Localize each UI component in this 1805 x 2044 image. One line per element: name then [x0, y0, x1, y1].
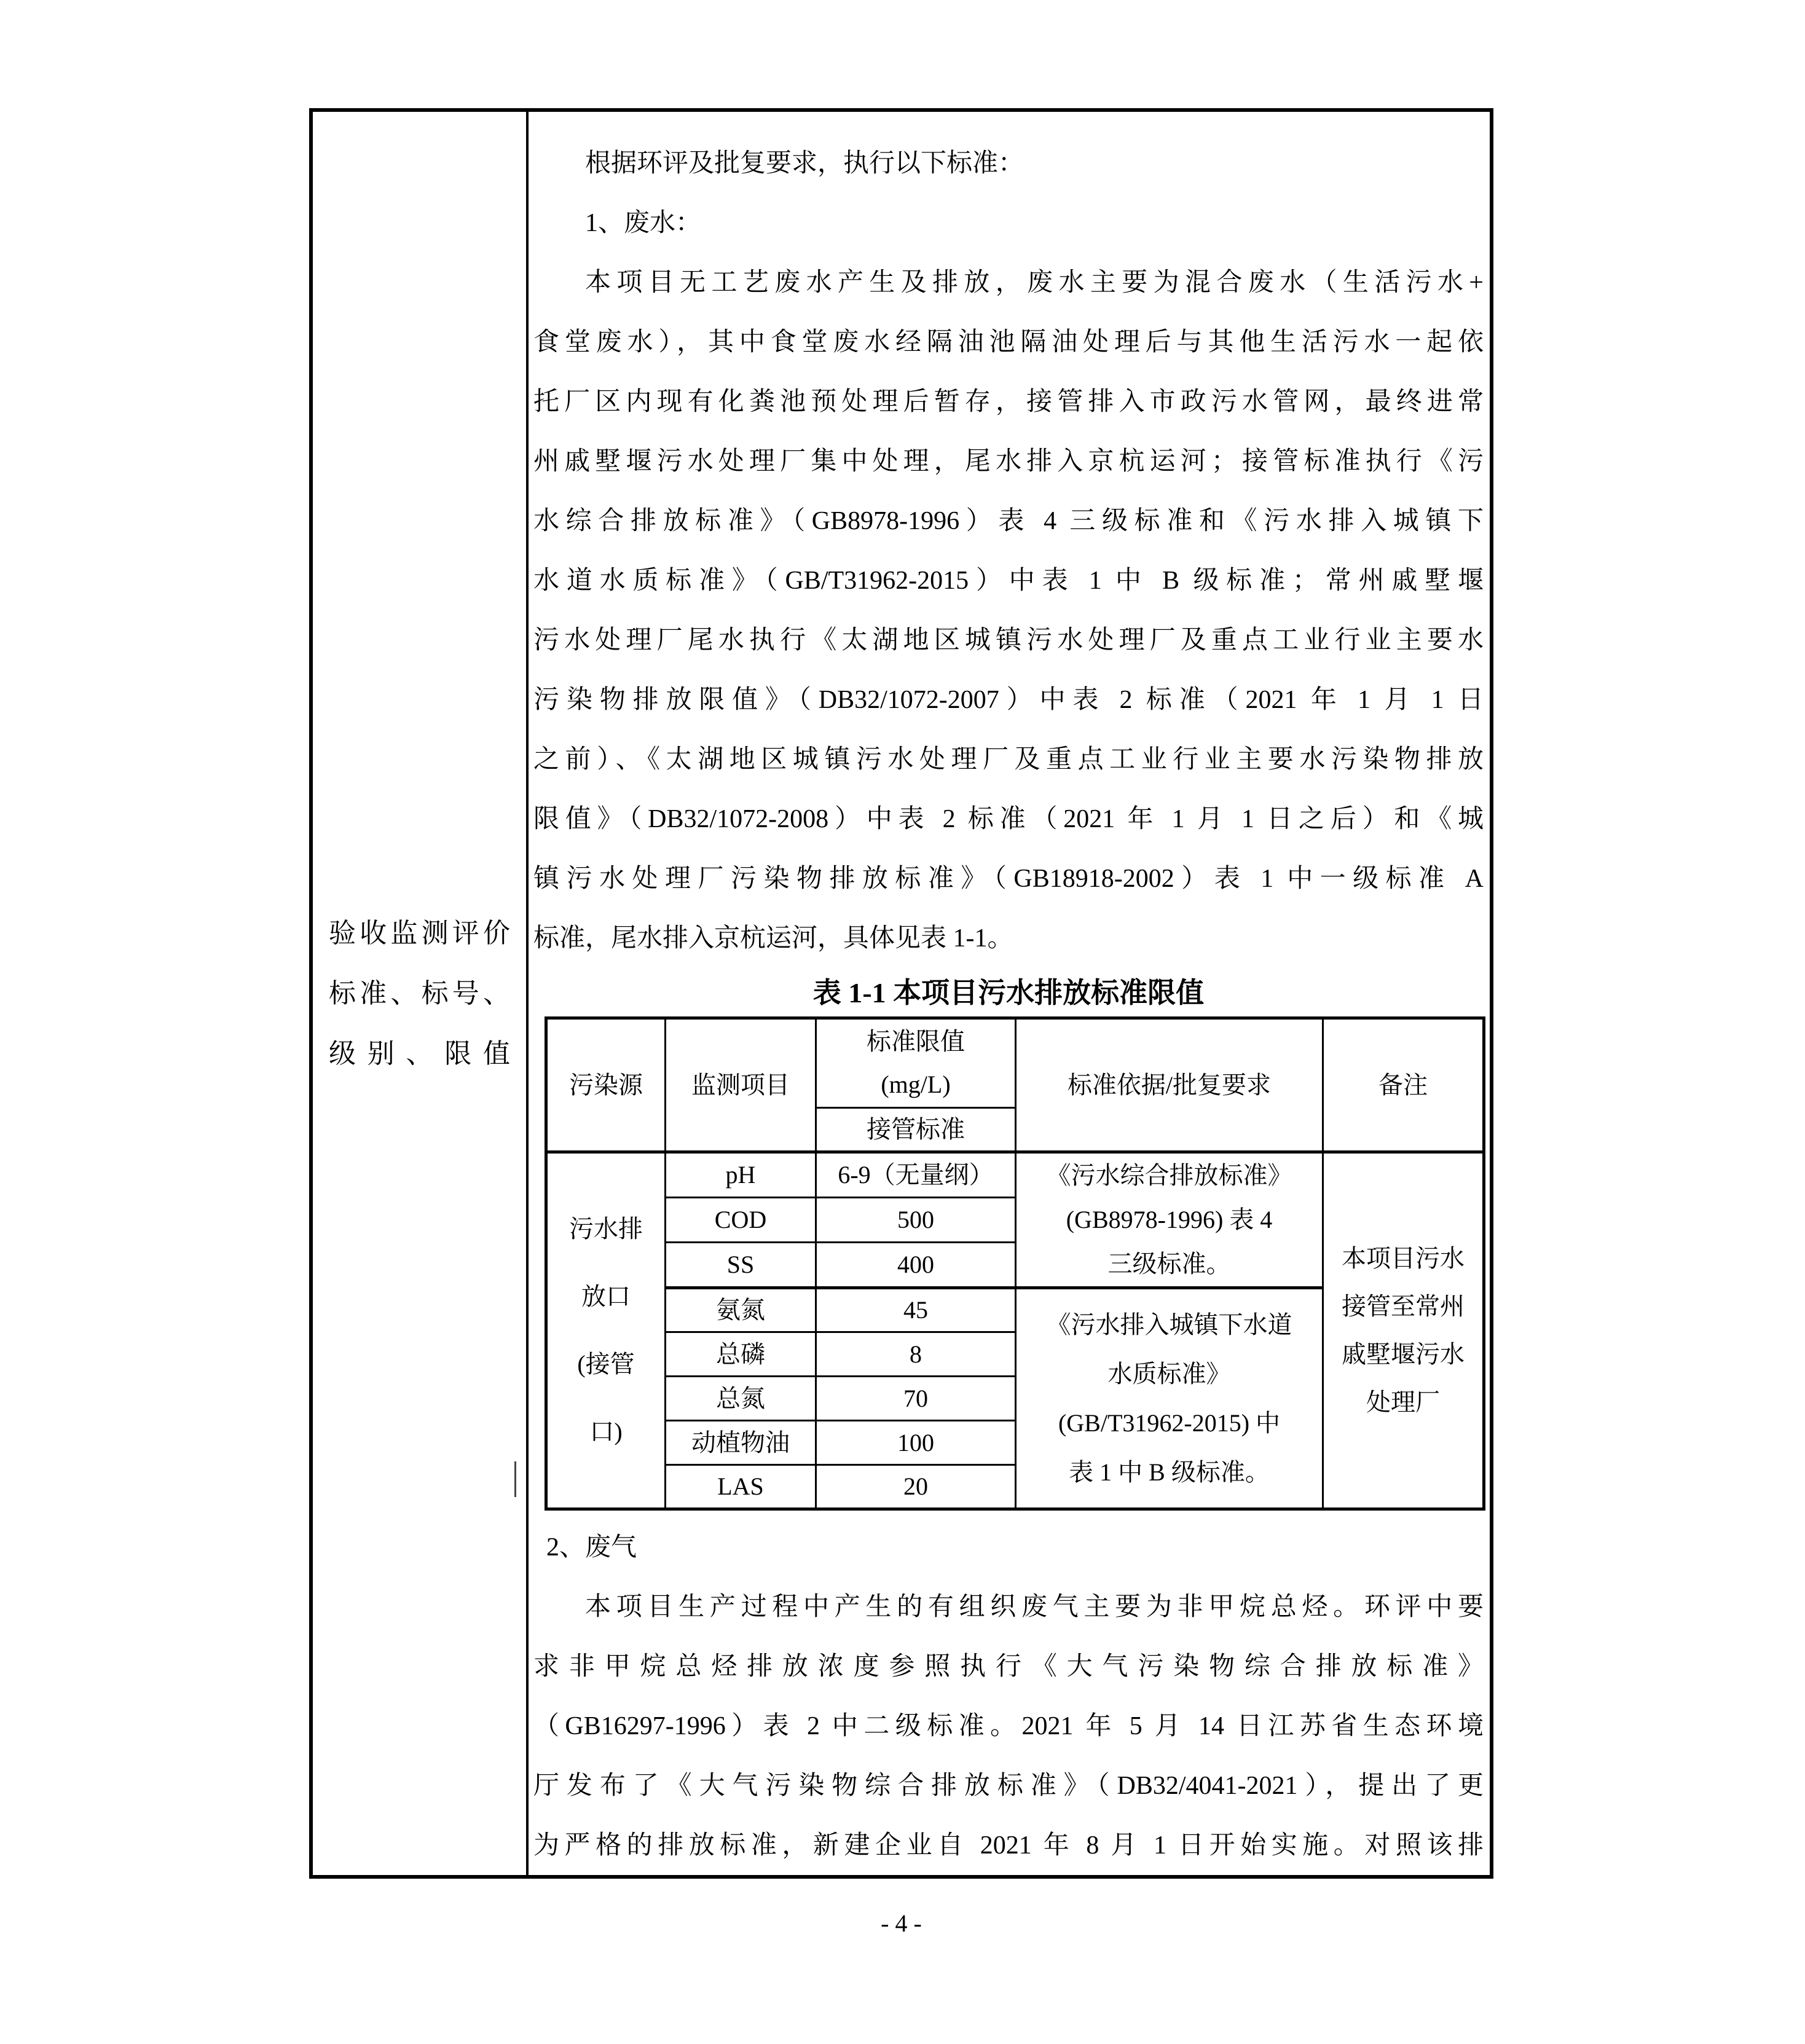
text-line: 本项目无工艺废水产生及排放，废水主要为混合废水（生活污水+ — [585, 269, 1484, 297]
text-line: 《污水综合排放标准》 — [1046, 1162, 1292, 1189]
text-line: 镇污水处理厂污染物排放标准》（GB18918-2002）表 1 中一级标准 A — [533, 865, 1484, 893]
text-line: (mg/L) — [881, 1071, 951, 1098]
cell-limit: 8 — [816, 1332, 1016, 1377]
text-line: 标准限值 — [867, 1028, 965, 1055]
cell-item: COD — [666, 1197, 816, 1243]
text-line: 污染物排放限值》（DB32/1072-2007）中表 2 标准（2021 年 1 月 1 日 — [533, 686, 1484, 714]
cell-basis-gbt31962 — [1016, 1288, 1323, 1509]
cell-item: 氨氮 — [666, 1288, 816, 1332]
text-line: 根据环评及批复要求，执行以下标准： — [585, 149, 1024, 178]
table-header-row — [546, 1018, 1484, 1108]
header-monitored-item: 监测项目 — [666, 1018, 816, 1152]
cell-item: 总氮 — [666, 1377, 816, 1421]
cell-limit: 100 — [816, 1421, 1016, 1465]
page-number: - 4 - — [881, 1909, 922, 1937]
cell-item: pH — [666, 1152, 816, 1198]
table-1-1-title: 表 1-1 本项目污水排放标准限值 — [812, 977, 1205, 1008]
text-line: 水质标准》 — [1107, 1359, 1231, 1388]
text-line: (GB8978-1996) 表 4 — [1066, 1206, 1273, 1233]
cell-remark — [1323, 1152, 1484, 1509]
text-line: 州戚墅堰污水处理厂集中处理，尾水排入京杭运河；接管标准执行《污 — [533, 447, 1484, 476]
text-line: 食堂废水），其中食堂废水经隔油池隔油处理后与其他生活污水一起依 — [533, 328, 1484, 356]
text-line: 污水处理厂尾水执行《太湖地区城镇污水处理厂及重点工业行业主要水 — [533, 626, 1484, 654]
cell-limit: 45 — [816, 1288, 1016, 1332]
text-line: 为严格的排放标准，新建企业自 2021 年 8 月 1 日开始实施。对照该排 — [533, 1831, 1484, 1860]
section-heading-exhaust-gas — [533, 1518, 1484, 1578]
revision-mark — [514, 1461, 516, 1497]
text-line: 托厂区内现有化粪池预处理后暂存，接管排入市政污水管网，最终进常 — [533, 388, 1484, 416]
text-line: 验收监测评价 — [329, 918, 510, 948]
text-line: 本项目污水 — [1342, 1244, 1465, 1272]
header-remark: 备注 — [1323, 1018, 1484, 1152]
text-line: (GB/T31962-2015) 中 — [1058, 1409, 1281, 1437]
section-heading-wastewater — [533, 194, 1484, 253]
text-line: 本项目生产过程中产生的有组织废气主要为非甲烷总烃。环评中要 — [585, 1593, 1484, 1621]
text-line: 1、废水： — [585, 209, 702, 237]
cell-limit: 20 — [816, 1465, 1016, 1509]
text-line: 标准，尾水排入京杭运河，具体见表 1-1。 — [533, 924, 1013, 953]
cell-item: 动植物油 — [666, 1421, 816, 1465]
text-line: 表 1 中 B 级标准。 — [1069, 1458, 1270, 1486]
document-outer-table — [309, 108, 1493, 1879]
cell-limit: 500 — [816, 1197, 1016, 1243]
text-line: 2、废气 — [546, 1533, 637, 1562]
text-line: 口) — [589, 1418, 623, 1445]
cell-limit: 400 — [816, 1243, 1016, 1288]
cell-limit: 70 — [816, 1377, 1016, 1421]
cell-item: SS — [666, 1243, 816, 1288]
header-pollution-source: 污染源 — [546, 1018, 666, 1152]
text-line: 水道水质标准》（GB/T31962-2015）中表 1 中 B 级标准；常州戚墅堰 — [533, 567, 1484, 595]
cell-basis-gb8978 — [1016, 1152, 1323, 1288]
subheader-takeover-standard: 接管标准 — [816, 1108, 1016, 1152]
table-1-1 — [545, 1016, 1485, 1511]
content-cell — [529, 112, 1490, 1875]
text-line: 处理厂 — [1366, 1388, 1440, 1416]
header-standard-limit — [816, 1018, 1016, 1108]
text-line: 戚墅堰污水 — [1342, 1340, 1465, 1368]
cell-item: LAS — [666, 1465, 816, 1509]
text-line: 级别、限值 — [329, 1038, 510, 1069]
text-line: 限值》（DB32/1072-2008）中表 2 标准（2021 年 1 月 1 日之后）和《城 — [533, 805, 1484, 833]
header-standard-basis: 标准依据/批复要求 — [1016, 1018, 1323, 1152]
text-line: 厅发布了《大气污染物综合排放标准》（DB32/4041-2021），提出了更 — [533, 1772, 1484, 1800]
paragraph-exhaust-gas — [533, 1578, 1484, 1875]
paragraph-wastewater — [533, 253, 1484, 969]
text-line: (接管 — [577, 1350, 635, 1378]
text-line: 《污水排入城镇下水道 — [1046, 1310, 1292, 1338]
text-line: 三级标准。 — [1107, 1250, 1231, 1278]
cell-pollution-source — [546, 1152, 666, 1509]
text-line: 之前）、《太湖地区城镇污水处理厂及重点工业行业主要水污染物排放 — [533, 745, 1484, 774]
text-line: 污水排 — [569, 1215, 643, 1243]
paragraph-intro — [533, 134, 1484, 194]
text-line: 接管至常州 — [1342, 1292, 1465, 1320]
text-line: 标准、标号、 — [329, 978, 510, 1008]
row-header-cell — [313, 112, 529, 1875]
text-line: 求非甲烷总烃排放浓度参照执行《大气污染物综合排放标准》 — [533, 1653, 1484, 1681]
text-line: （GB16297-1996）表 2 中二级标准。2021 年 5 月 14 日江苏省生态环境 — [533, 1712, 1484, 1740]
text-line: 水综合排放标准》（GB8978-1996）表 4 三级标准和《污水排入城镇下 — [533, 507, 1484, 535]
cell-limit: 6-9（无量纲） — [816, 1152, 1016, 1198]
text-line: 放口 — [581, 1283, 631, 1310]
table-row-ph — [546, 1152, 1484, 1198]
cell-item: 总磷 — [666, 1332, 816, 1377]
